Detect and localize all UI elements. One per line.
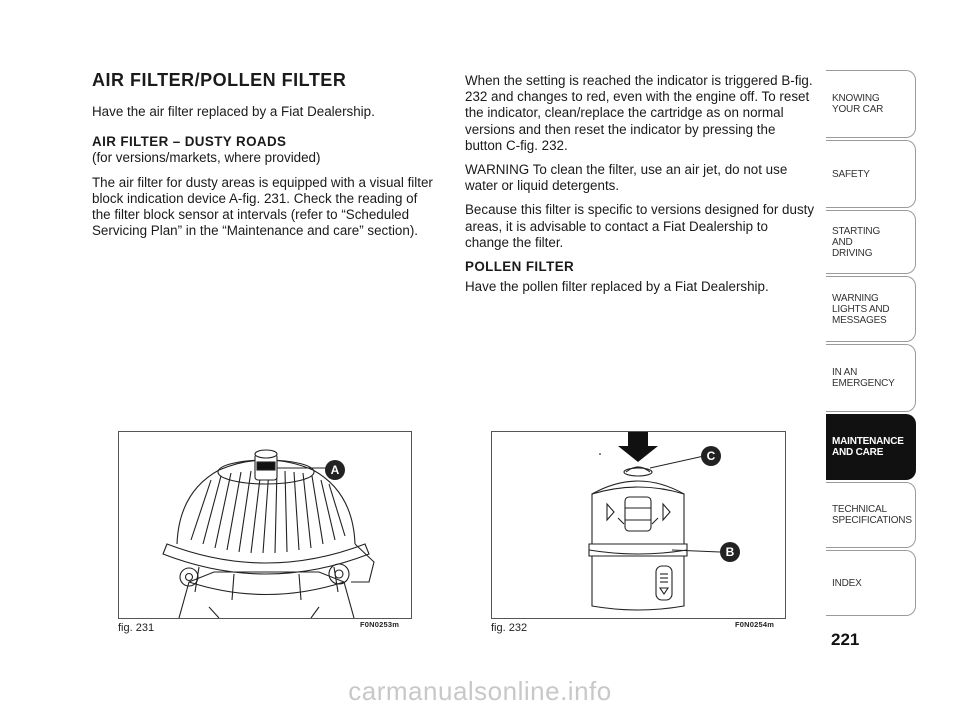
tab-technical-specifications[interactable]: TECHNICAL SPECIFICATIONS <box>826 482 916 548</box>
watermark: carmanualsonline.info <box>348 676 612 706</box>
indicator-paragraph: When the setting is reached the indicator is triggered B-fig. 232 and changes to red, even with the engine off. To reset the indicator, clean/replace the cartridge as on normal versions and then reset the indicator by pressing the button C-fig. 232. <box>465 73 813 153</box>
tab-warning-lights-and-messages[interactable]: WARNING LIGHTS AND MESSAGES <box>826 276 916 342</box>
callout-a-label: A <box>330 463 340 477</box>
figure-232 <box>491 431 786 619</box>
section-title: AIR FILTER/POLLEN FILTER <box>92 70 347 90</box>
filter-indicator-illustration <box>492 432 785 618</box>
tab-starting-and-driving[interactable]: STARTING AND DRIVING <box>826 210 916 274</box>
callout-b-label: B <box>725 545 735 559</box>
fig-231-caption: fig. 231 <box>118 622 155 634</box>
pollen-filter-paragraph: Have the pollen filter replaced by a Fiat Dealership. <box>465 279 769 295</box>
tab-safety[interactable]: SAFETY <box>826 140 916 208</box>
fig-232-code: F0N0254m <box>735 620 775 629</box>
air-filter-illustration <box>119 432 411 618</box>
tab-knowing-your-car[interactable]: KNOWING YOUR CAR <box>826 70 916 138</box>
dealership-paragraph: Because this filter is specific to versions designed for dusty areas, it is advisable to contact a Fiat Dealership to change the filter. <box>465 202 815 250</box>
callout-c-badge <box>701 446 721 466</box>
right-column <box>465 73 815 303</box>
pollen-filter-subheading: POLLEN FILTER <box>465 259 575 275</box>
dusty-roads-body: The air filter for dusty areas is equipped with a visual filter block indication device A-fig. 231. Check the reading of the filter block sensor at intervals (refer to “Scheduled Servicing Plan” in the “Maintenance and care” section). <box>92 174 433 239</box>
page-number: 221 <box>831 630 860 649</box>
fig-231-code: F0N0253m <box>360 620 400 629</box>
fig-232-caption: fig. 232 <box>491 622 528 634</box>
tab-in-an-emergency[interactable]: IN AN EMERGENCY <box>826 344 916 412</box>
intro-paragraph: Have the air filter replaced by a Fiat Dealership. <box>92 104 375 119</box>
tab-maintenance-and-care[interactable]: MAINTENANCE AND CARE <box>826 414 916 480</box>
warning-paragraph: WARNING To clean the filter, use an air jet, do not use water or liquid detergents. <box>465 162 788 194</box>
left-column <box>92 70 437 247</box>
figure-231 <box>118 431 412 619</box>
dusty-roads-note: (for versions/markets, where provided) <box>92 150 321 166</box>
dusty-roads-subheading: AIR FILTER – DUSTY ROADS <box>92 134 287 150</box>
tab-index[interactable]: INDEX <box>826 550 916 616</box>
callout-b-badge <box>720 542 740 562</box>
callout-c-label: C <box>706 449 716 463</box>
callout-a-badge <box>325 460 345 480</box>
